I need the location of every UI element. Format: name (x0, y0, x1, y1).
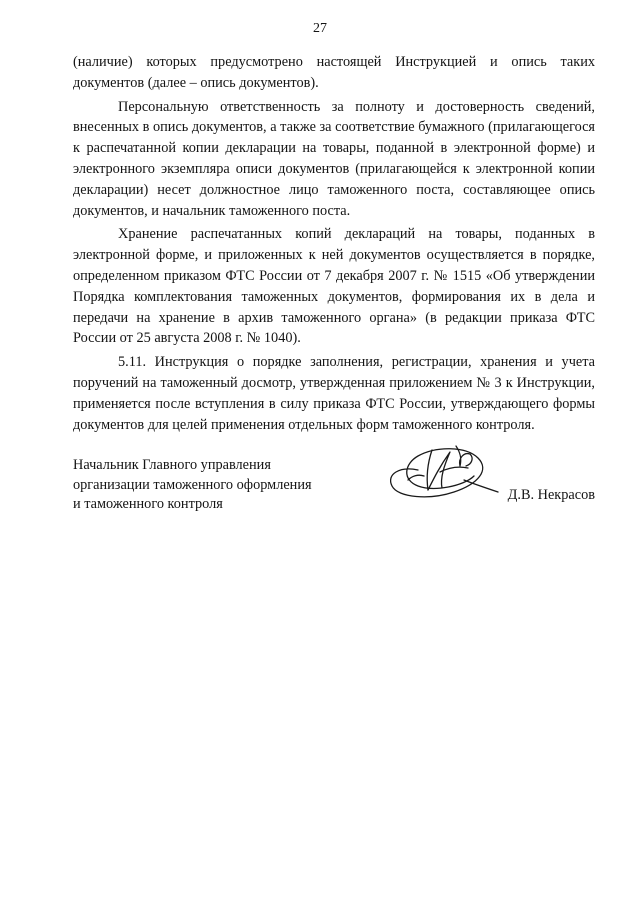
signer-title-line: и таможенного контроля (73, 496, 223, 512)
document-body (73, 52, 595, 435)
signature-block (73, 456, 595, 515)
signer-name: Д.В. Некрасов (507, 487, 595, 503)
page-number: 27 (313, 21, 327, 36)
paragraph-storage: Хранение распечатанных копий деклараций на товары, поданных в электронной форме, и приложенных к ней документов осуществляется в порядке, определенном приказом ФТС России от 7 декабря 2007 г. № 1515 «Об утверждении Порядка комплектования таможенных документов, формирования их в дела и передачи на хранение в архив таможенного органа» (в редакции приказа ФТС России от 25 августа 2008 г. № 1040). (73, 226, 595, 347)
signer-title-line: организации таможенного оформления (73, 476, 312, 493)
signer-title-line: Начальник Главного управления (73, 457, 271, 473)
handwritten-signature (378, 436, 503, 508)
paragraph-responsibility: Персональную ответственность за полноту и достоверность сведений, внесенных в опись документов, а также за соответствие бумажного (прилагающегося к распечатанной копии декларации на товары, поданной в электронной форме) и электронного экземпляра описи документов (прилагающейся к электронной копии декларации) несет должностное лицо таможенного поста, составляющее опись документов, и начальник таможенного поста. (73, 98, 595, 219)
paragraph-5-11: 5.11. Инструкция о порядке заполнения, регистрации, хранения и учета поручений на таможенный досмотр, утвержденная приложением № 3 к Инструкции, применяется после вступления в силу приказа ФТС России, утверждающего формы документов для целей применения отдельных форм таможенного контроля. (73, 354, 595, 433)
paragraph-continuation: (наличие) которых предусмотрено настоящей Инструкцией и опись таких документов (далее – опись документов). (73, 54, 595, 91)
